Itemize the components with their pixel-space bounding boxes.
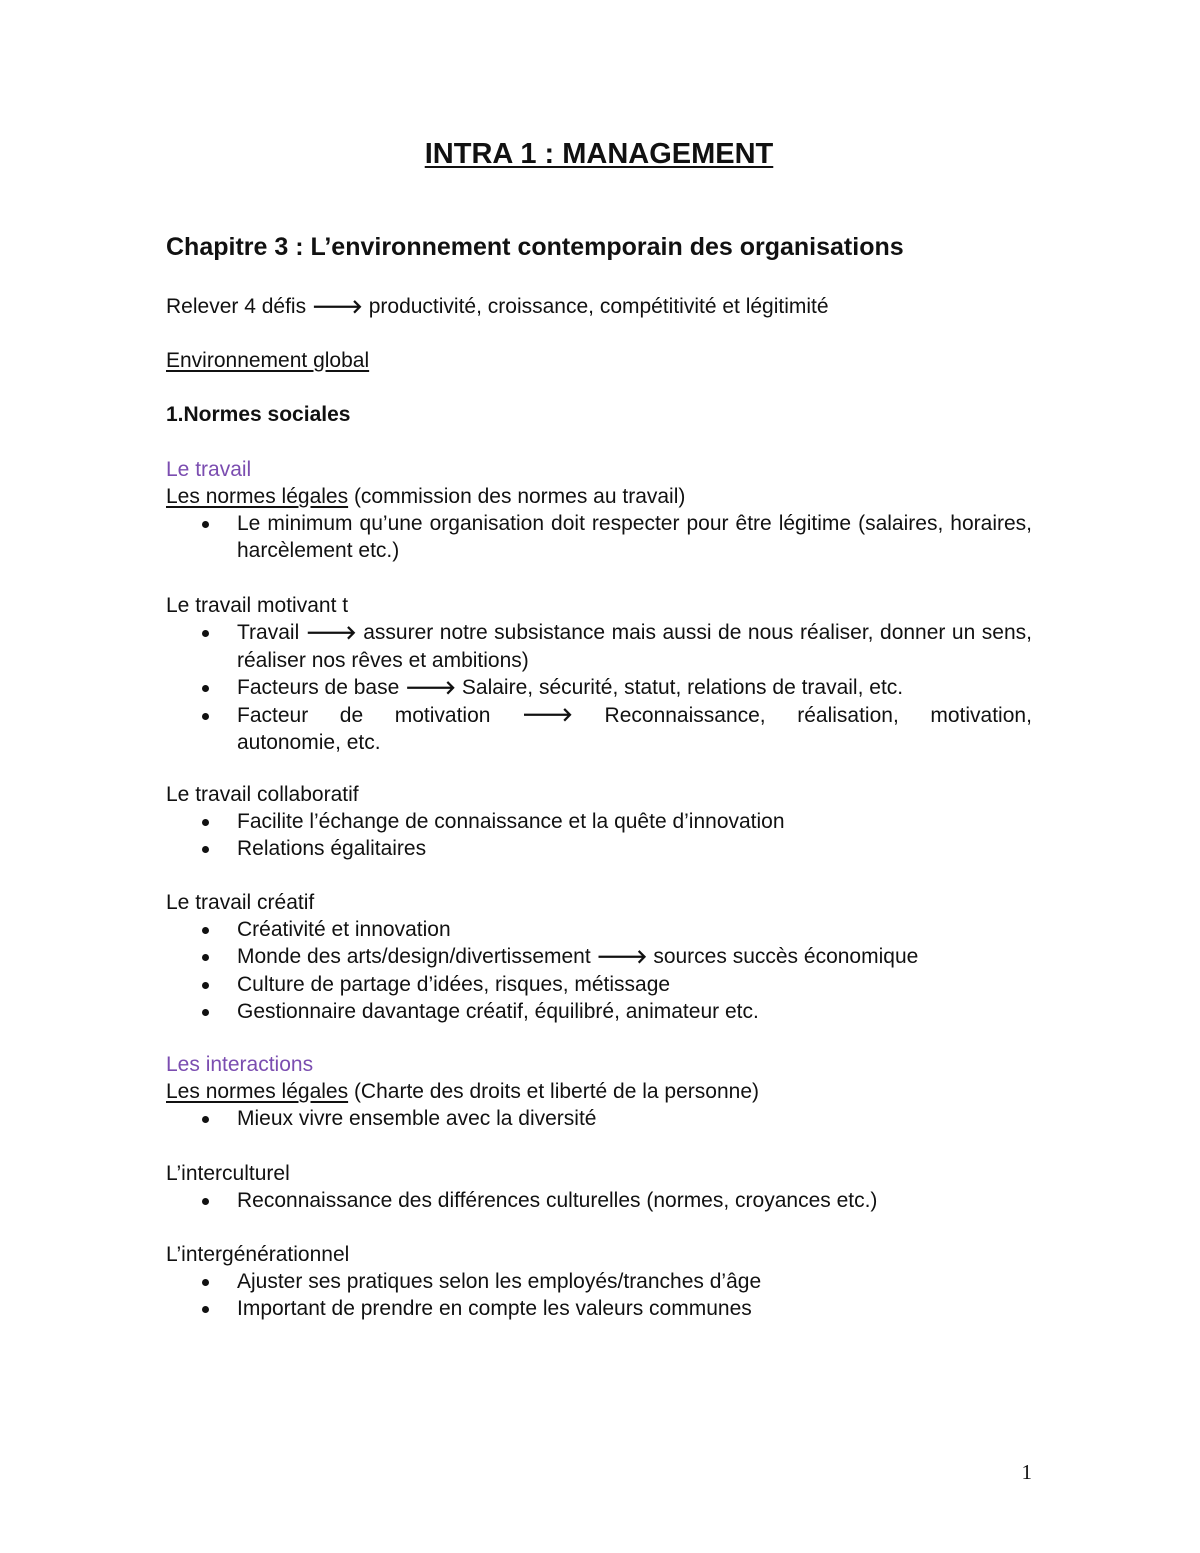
arrow-right-icon: 🡒 — [522, 704, 573, 726]
arrow-right-icon: 🡒 — [305, 622, 357, 644]
intergenerationnel-heading: L’intergénérationnel — [166, 1243, 350, 1266]
list-item: Gestionnaire davantage créatif, équilibré, animateur etc. — [166, 998, 1032, 1025]
collaboratif-heading: Le travail collaboratif — [166, 783, 359, 806]
normes-sociales-heading: 1.Normes sociales — [166, 403, 351, 426]
bullet-icon — [202, 713, 209, 720]
travail-legal-line — [166, 483, 685, 510]
bullet-icon — [202, 954, 209, 961]
motivant-bullet-list — [166, 619, 1032, 756]
bullet-icon — [202, 1279, 209, 1286]
creatif-heading: Le travail créatif — [166, 891, 315, 914]
legal-norms-label: Les normes légales — [166, 485, 349, 508]
intro-line — [166, 293, 829, 321]
list-item: Culture de partage d’idées, risques, métissage — [166, 971, 1032, 998]
bullet-icon — [202, 819, 209, 826]
arrow-right-icon: 🡒 — [311, 296, 363, 318]
list-item: Ajuster ses pratiques selon les employés/tranches d’âge — [166, 1268, 1032, 1295]
travail-heading: Le travail — [166, 458, 252, 481]
bullet-icon — [202, 982, 209, 989]
global-environment-heading: Environnement global — [166, 349, 370, 372]
list-item: Reconnaissance des différences culturelles (normes, croyances etc.) — [166, 1187, 1032, 1214]
intro-prefix: Relever 4 défis — [166, 295, 307, 318]
interactions-bullet-list — [166, 1105, 1032, 1132]
page-number: 1 — [1021, 1460, 1032, 1484]
interactions-legal-line — [166, 1078, 759, 1105]
list-item: Facilite l’échange de connaissance et la quête d’innovation — [166, 808, 1032, 835]
intro-suffix: productivité, croissance, compétitivité et légitimité — [368, 295, 829, 318]
list-item: Travail 🡒 assurer notre subsistance mais aussi de nous réaliser, donner un sens, réaliser nos rêves et ambitions) — [166, 619, 1032, 674]
bullet-icon — [202, 927, 209, 934]
document-title: INTRA 1 : MANAGEMENT — [424, 138, 774, 170]
creatif-bullet-list — [166, 916, 1032, 1025]
list-item: Monde des arts/design/divertissement 🡒 sources succès économique — [166, 943, 1032, 971]
arrow-right-icon: 🡒 — [405, 677, 457, 699]
chapter-heading: Chapitre 3 : L’environnement contemporain des organisations — [166, 233, 904, 261]
bullet-icon — [202, 1116, 209, 1123]
intergenerationnel-bullet-list — [166, 1268, 1032, 1322]
bullet-icon — [202, 1198, 209, 1205]
interactions-heading: Les interactions — [166, 1053, 314, 1076]
interculturel-heading: L’interculturel — [166, 1162, 290, 1185]
bullet-icon — [202, 521, 209, 528]
legal-norms-detail: (Charte des droits et liberté de la personne) — [348, 1080, 759, 1103]
bullet-icon — [202, 846, 209, 853]
bullet-icon — [202, 630, 209, 637]
bullet-icon — [202, 685, 209, 692]
list-item: Mieux vivre ensemble avec la diversité — [166, 1105, 1032, 1132]
list-item: Important de prendre en compte les valeurs communes — [166, 1295, 1032, 1322]
list-item: Facteur de motivation 🡒 Reconnaissance, réalisation, motivation, autonomie, etc. — [166, 702, 1032, 756]
list-item: Relations égalitaires — [166, 835, 1032, 862]
travail-bullet-list — [166, 510, 1032, 564]
legal-norms-label: Les normes légales — [166, 1080, 349, 1103]
list-item: Facteurs de base 🡒 Salaire, sécurité, statut, relations de travail, etc. — [166, 674, 1032, 702]
collaboratif-bullet-list — [166, 808, 1032, 862]
interculturel-bullet-list — [166, 1187, 1032, 1214]
bullet-icon — [202, 1009, 209, 1016]
justified-line: Facteur de motivation 🡒 Reconnaissance, réalisation, motivation, — [237, 704, 1032, 727]
motivant-heading: Le travail motivant t — [166, 594, 349, 617]
legal-norms-detail: (commission des normes au travail) — [348, 485, 686, 508]
list-item: Créativité et innovation — [166, 916, 1032, 943]
list-item: Le minimum qu’une organisation doit respecter pour être légitime (salaires, horaires, harcèlement etc.) — [166, 510, 1032, 564]
bullet-icon — [202, 1306, 209, 1313]
arrow-right-icon: 🡒 — [596, 946, 648, 968]
